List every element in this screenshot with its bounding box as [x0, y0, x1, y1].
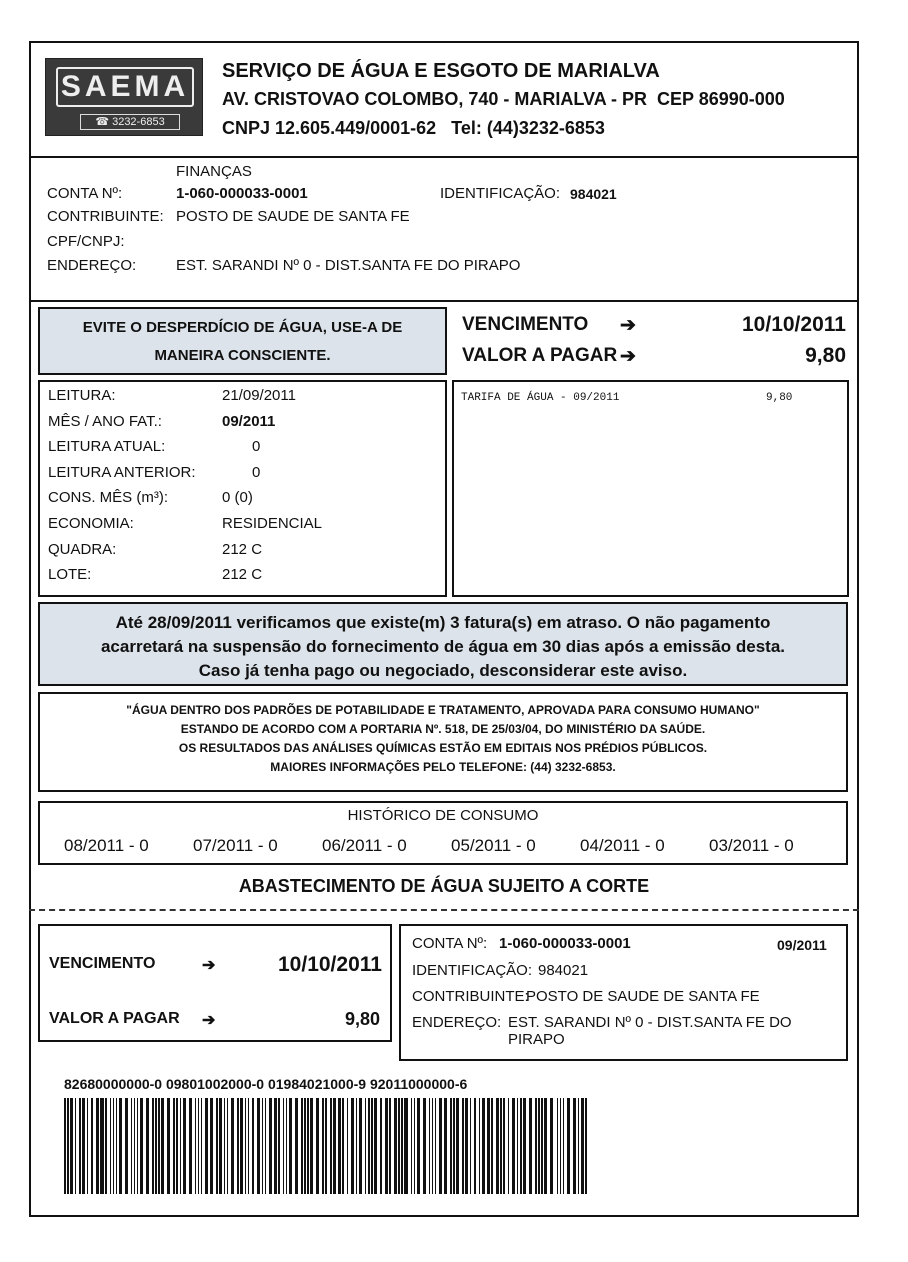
- stub-endereco-label: ENDEREÇO:: [412, 1014, 502, 1031]
- stub-ident-label: IDENTIFICAÇÃO:: [412, 962, 533, 979]
- endereco-label: ENDEREÇO:: [47, 257, 137, 274]
- utility-name: SERVIÇO DE ÁGUA E ESGOTO DE MARIALVA: [222, 60, 660, 82]
- utility-address: AV. CRISTOVAO COLOMBO, 740 - MARIALVA - PR CEP 86990-000: [222, 89, 785, 109]
- utility-cnpj-phone: CNPJ 12.605.449/0001-62 Tel: (44)3232-6853: [222, 118, 605, 138]
- contribuinte-value: POSTO DE SAUDE DE SANTA FE: [176, 208, 410, 225]
- payment-barcode: [64, 1098, 590, 1194]
- logo-wordmark: SAEMA: [56, 67, 194, 107]
- charge-description: TARIFA DE ÁGUA - 09/2011: [461, 392, 620, 404]
- quality-line2: ESTANDO DE ACORDO COM A PORTARIA Nº. 518, DE 25/03/04, DO MINISTÉRIO DA SAÚDE.: [180, 722, 706, 736]
- reading-value: RESIDENCIAL: [222, 515, 323, 532]
- reading-value: 09/2011: [222, 412, 276, 430]
- reading-value: 0: [252, 463, 261, 481]
- account-divider: [31, 300, 857, 302]
- history-item: 07/2011 - 0: [193, 836, 278, 855]
- stub-reference: 09/2011: [777, 937, 827, 953]
- stub-vencimento-value: 10/10/2011: [278, 953, 382, 976]
- overdue-line2: acarretará na suspensão do fornecimento de água em 30 dias após a emissão desta.: [100, 637, 786, 656]
- history-item: 08/2011 - 0: [64, 836, 149, 855]
- reading-label: LEITURA ANTERIOR:: [48, 463, 196, 481]
- arrow-right-icon: ➔: [202, 1012, 216, 1029]
- vencimento-value: 10/10/2011: [742, 313, 846, 336]
- stub-endereco-value-1: EST. SARANDI Nº 0 - DIST.SANTA FE DO: [508, 1014, 792, 1031]
- arrow-right-icon: ➔: [202, 957, 216, 974]
- stub-valor-value: 9,80: [344, 1009, 380, 1029]
- overdue-line3: Caso já tenha pago ou negociado, desconsiderar este aviso.: [198, 661, 688, 680]
- arrow-right-icon: ➔: [620, 315, 636, 336]
- charge-value: 9,80: [766, 392, 793, 404]
- water-saving-line2: MANEIRA CONSCIENTE.: [154, 347, 331, 364]
- valor-pagar-value: 9,80: [805, 344, 846, 367]
- history-item: 05/2011 - 0: [451, 836, 536, 855]
- stub-vencimento-label: VENCIMENTO: [49, 955, 156, 972]
- stub-conta-value: 1-060-000033-0001: [499, 935, 631, 952]
- stub-ident-value: 984021: [538, 962, 589, 979]
- history-item: 04/2011 - 0: [580, 836, 665, 855]
- identificacao-value: 984021: [570, 186, 617, 202]
- consumption-history: [38, 801, 848, 865]
- history-item: 03/2011 - 0: [709, 836, 794, 855]
- header-divider: [31, 156, 857, 158]
- contribuinte-label: CONTRIBUINTE:: [47, 208, 164, 225]
- reading-value: 212 C: [222, 566, 263, 584]
- quality-line4: MAIORES INFORMAÇÕES PELO TELEFONE: (44) 3232-6853.: [270, 760, 616, 774]
- arrow-right-icon: ➔: [620, 346, 636, 367]
- quality-line1: "ÁGUA DENTRO DOS PADRÕES DE POTABILIDADE E TRATAMENTO, APROVADA PARA CONSUMO HUMANO": [126, 703, 760, 717]
- charges-box: [452, 380, 849, 597]
- barcode-digits: 82680000000-0 09801002000-0 01984021000-9 92011000000-6: [64, 1076, 468, 1092]
- water-saving-line1: EVITE O DESPERDÍCIO DE ÁGUA, USE-A DE: [82, 319, 403, 336]
- reading-label: MÊS / ANO FAT.:: [48, 412, 162, 430]
- history-items: [40, 836, 846, 860]
- history-item: 06/2011 - 0: [322, 836, 407, 855]
- phone-icon: ☎: [95, 116, 113, 128]
- reading-label: LEITURA:: [48, 387, 116, 404]
- quality-line3: OS RESULTADOS DAS ANÁLISES QUÍMICAS ESTÃO EM EDITAIS NOS PRÉDIOS PÚBLICOS.: [178, 741, 708, 755]
- reading-value: 0: [252, 438, 261, 456]
- reading-value: 0 (0): [222, 489, 253, 507]
- section-financas: FINANÇAS: [176, 163, 252, 180]
- conta-value: 1-060-000033-0001: [176, 185, 308, 202]
- stub-amount-box: [38, 924, 392, 1042]
- identificacao-label: IDENTIFICAÇÃO:: [440, 185, 561, 202]
- tear-line: [29, 909, 859, 911]
- overdue-warning: [38, 602, 848, 686]
- overdue-line1: Até 28/09/2011 verificamos que existe(m) 3 fatura(s) em atraso. O não pagamento: [115, 613, 771, 632]
- history-title: HISTÓRICO DE CONSUMO: [347, 807, 539, 824]
- logo-phone-number: 3232-6853: [112, 116, 165, 128]
- stub-account-box: [399, 924, 848, 1061]
- reading-value: 212 C: [222, 540, 263, 558]
- vencimento-label: VENCIMENTO: [462, 314, 589, 335]
- reading-label: ECONOMIA:: [48, 515, 134, 532]
- saema-logo: [45, 58, 203, 136]
- cut-warning: ABASTECIMENTO DE ÁGUA SUJEITO A CORTE: [238, 876, 650, 896]
- valor-pagar-label: VALOR A PAGAR: [462, 345, 618, 366]
- reading-label: LEITURA ATUAL:: [48, 438, 166, 456]
- conta-label: CONTA Nº:: [47, 185, 123, 202]
- stub-valor-label: VALOR A PAGAR: [49, 1010, 180, 1027]
- cpf-cnpj-label: CPF/CNPJ:: [47, 233, 125, 250]
- stub-endereco-value-2: PIRAPO: [508, 1031, 565, 1048]
- reading-label: LOTE:: [48, 566, 92, 584]
- stub-conta-label: CONTA Nº:: [412, 935, 488, 952]
- endereco-value: EST. SARANDI Nº 0 - DIST.SANTA FE DO PIRAPO: [176, 257, 521, 274]
- barcode-bar: [585, 1098, 587, 1194]
- reading-label: CONS. MÊS (m³):: [48, 489, 168, 507]
- stub-contrib-label: CONTRIBUINTE:: [412, 988, 529, 1005]
- reading-value: 21/09/2011: [222, 387, 296, 404]
- stub-contrib-value: POSTO DE SAUDE DE SANTA FE: [526, 988, 760, 1005]
- logo-phone: [80, 114, 180, 130]
- water-quality-notice: [38, 692, 848, 792]
- water-saving-notice: [38, 307, 447, 375]
- reading-label: QUADRA:: [48, 540, 117, 558]
